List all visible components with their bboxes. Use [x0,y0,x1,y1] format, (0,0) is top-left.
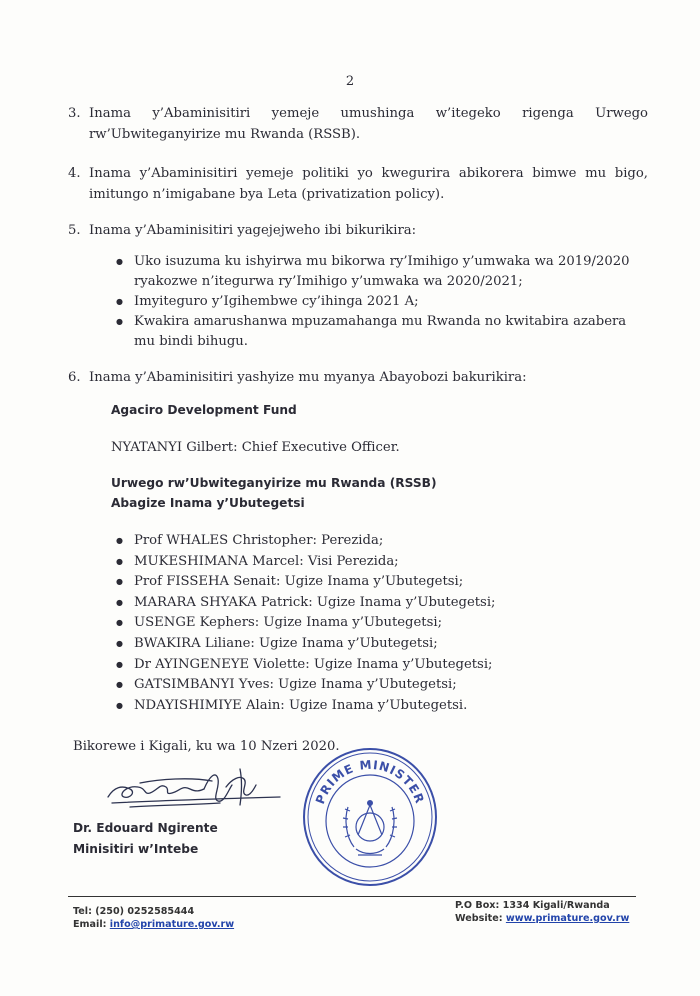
list-item-5 [68,220,648,241]
signatory-name: Dr. Edouard Ngirente [73,821,218,835]
item-number: 4. [68,166,81,181]
member-item: ● BWAKIRA Liliane: Ugize Inama y’Ubutegetsi; [116,634,546,655]
bullet-item: ● Kwakira amarushanwa mpuzamahanga mu Rwanda no kwitabira azabera mu bindi bihugu. [116,312,648,352]
footer-tel: Tel: (250) 0252585444 [73,906,195,917]
item-text: Inama y’Abaminisitiri yagejejweho ibi bikurikira: [89,223,417,238]
item-text: Inama y’Abaminisitiri yemeje politiki yo kwegurira abikorera bimwe mu bigo, imitungo n’imigabane bya Leta (privatization policy). [89,166,648,202]
member-item: ● MUKESHIMANA Marcel: Visi Perezida; [116,552,546,573]
agaciro-appointment: NYATANYI Gilbert: Chief Executive Officer. [111,440,400,455]
footer-email-row [73,918,234,931]
page-number: 2 [345,74,355,89]
item-text: Inama y’Abaminisitiri yashyize mu myanya Abayobozi bakurikira: [89,370,527,385]
svg-text:PRIME MINISTER [313,758,427,806]
footer-pobox: P.O Box: 1334 Kigali/Rwanda [455,900,610,911]
member-item: ● GATSIMBANYI Yves: Ugize Inama y’Ubutegetsi; [116,675,546,696]
bullet-item: ● Uko isuzuma ku ishyirwa mu bikorwa ry’Imihigo y’umwaka wa 2019/2020 ryakozwe n’itegurwa ry’Imihigo y’umwaka wa 2020/2021; [116,252,648,292]
list-item-6 [68,367,648,388]
rssb-subheading: Abagize Inama y’Ubutegetsi [111,496,305,510]
handwritten-signature [100,765,290,815]
footer-contact [73,905,234,931]
member-item: ● NDAYISHIMIYE Alain: Ugize Inama y’Ubutegetsi. [116,696,546,717]
bullet-item: ● Imyiteguro y’Igihembwe cy’ihinga 2021 A; [116,292,648,312]
footer-email-link[interactable]: info@primature.gov.rw [109,919,235,930]
item-text: Inama y’Abaminisitiri yemeje umushinga w’itegeko rigenga Urwego rw’Ubwiteganyirize mu Rwanda (RSSB). [89,106,648,142]
item-number: 3. [68,106,81,121]
rssb-heading: Urwego rw’Ubwiteganyirize mu Rwanda (RSSB) [111,476,437,490]
member-item: ● Dr AYINGENEYE Violette: Ugize Inama y’Ubutegetsi; [116,655,546,676]
list-item-3 [68,103,648,145]
item-number: 6. [68,370,81,385]
member-item: ● USENGE Kephers: Ugize Inama y’Ubutegetsi; [116,613,546,634]
member-item: ● MARARA SHYAKA Patrick: Ugize Inama y’Ubutegetsi; [116,593,546,614]
seal-text: PRIME MINISTER [313,757,427,806]
footer-email-label: Email: [73,919,110,930]
footer-address [455,899,629,925]
place-date: Bikorewe i Kigali, ku wa 10 Nzeri 2020. [73,739,340,754]
signatory-title: Minisitiri w’Intebe [73,842,199,856]
item-number: 5. [68,223,81,238]
prime-minister-seal [300,745,440,890]
footer-website-row [455,912,629,925]
item5-bullet-list [116,252,648,352]
list-item-4 [68,163,648,205]
agaciro-heading: Agaciro Development Fund [111,403,297,417]
rssb-members-list [116,531,546,716]
member-item: ● Prof WHALES Christopher: Perezida; [116,531,546,552]
member-item: ● Prof FISSEHA Senait: Ugize Inama y’Ubutegetsi; [116,572,546,593]
footer-divider [68,896,636,897]
footer-website-label: Website: [455,913,506,924]
footer-website-link[interactable]: www.primature.gov.rw [505,913,630,924]
